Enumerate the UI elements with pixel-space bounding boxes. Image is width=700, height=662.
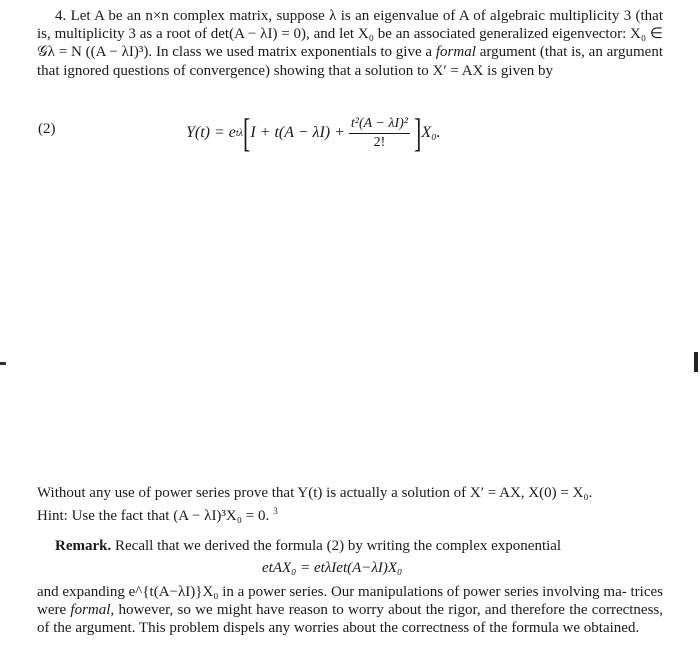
- equation-tail: X₀.: [421, 124, 441, 141]
- remark-label: Remark.: [55, 538, 112, 554]
- problem-line-2: 3 (that is, multiplicity 3 as a root of det(A − λI) = 0), and let X₀ be an associated generalized: [37, 8, 664, 43]
- remark-text: Recall that we derived the formula (2) by writing the complex exponential: [115, 538, 562, 554]
- fraction-denominator: 2!: [373, 134, 386, 150]
- problem-line-5: to X′ = AX is given by: [417, 62, 553, 79]
- closing-line-3: the correctness, of the argument. This problem dispels any worries about the correctness of: [37, 602, 664, 637]
- closing-line-2b: however, so we might have reason to worry about the rigor, and therefore: [118, 602, 565, 619]
- problem-statement: [37, 7, 663, 80]
- equation-lhs: Y(t) = e: [186, 124, 236, 141]
- identity-text: etAX₀ = etλIet(A−λI)X₀: [262, 560, 403, 576]
- problem-line-4: argument (that is, an argument that ignored questions of convergence) showing that a solution: [37, 44, 664, 79]
- equation-inner: I + t(A − λI) +: [250, 124, 345, 141]
- task-paragraph: [37, 484, 663, 525]
- hint-line: Hint: Use the fact that (A − λI)³X₀ = 0.: [37, 508, 270, 525]
- right-bracket: ]: [413, 110, 422, 155]
- closing-line-4: the formula we obtained.: [489, 620, 640, 637]
- problem-number: 4.: [55, 8, 67, 24]
- emphasis-formal: formal: [435, 44, 476, 61]
- closing-line-1: and expanding e^{t(A−λI)}X₀ in a power series. Our manipulations of power series involving ma-: [37, 584, 627, 600]
- exponential-identity: [262, 560, 402, 577]
- problem-line-3: eigenvector: X₀ ∈ 𝒢λ = N ((A − λI)³). In class we used matrix exponentials to give a: [37, 26, 663, 61]
- equation-exponent: tλ: [235, 127, 244, 139]
- scan-mark-left: [0, 362, 6, 365]
- task-line: Without any use of power series prove that Y(t) is actually a solution of X′ = AX, X(0) = X₀.: [37, 485, 593, 501]
- left-bracket: [: [243, 110, 251, 155]
- closing-line-2a: trices were: [37, 584, 663, 619]
- equation-label: (2): [38, 121, 56, 137]
- equation-2: [186, 103, 441, 163]
- remark-paragraph: [55, 537, 655, 555]
- equation-fraction: [349, 115, 410, 152]
- problem-line-1: Let A be an n×n complex matrix, suppose λ is an eigenvalue of A of algebraic multiplicity: [70, 8, 620, 24]
- closing-paragraph: [37, 583, 663, 638]
- footnote-mark: 3: [273, 506, 278, 517]
- scan-mark-right: [694, 352, 698, 372]
- fraction-numerator: t²(A − λI)²: [349, 115, 410, 134]
- emphasis-formal-2: formal,: [70, 602, 115, 619]
